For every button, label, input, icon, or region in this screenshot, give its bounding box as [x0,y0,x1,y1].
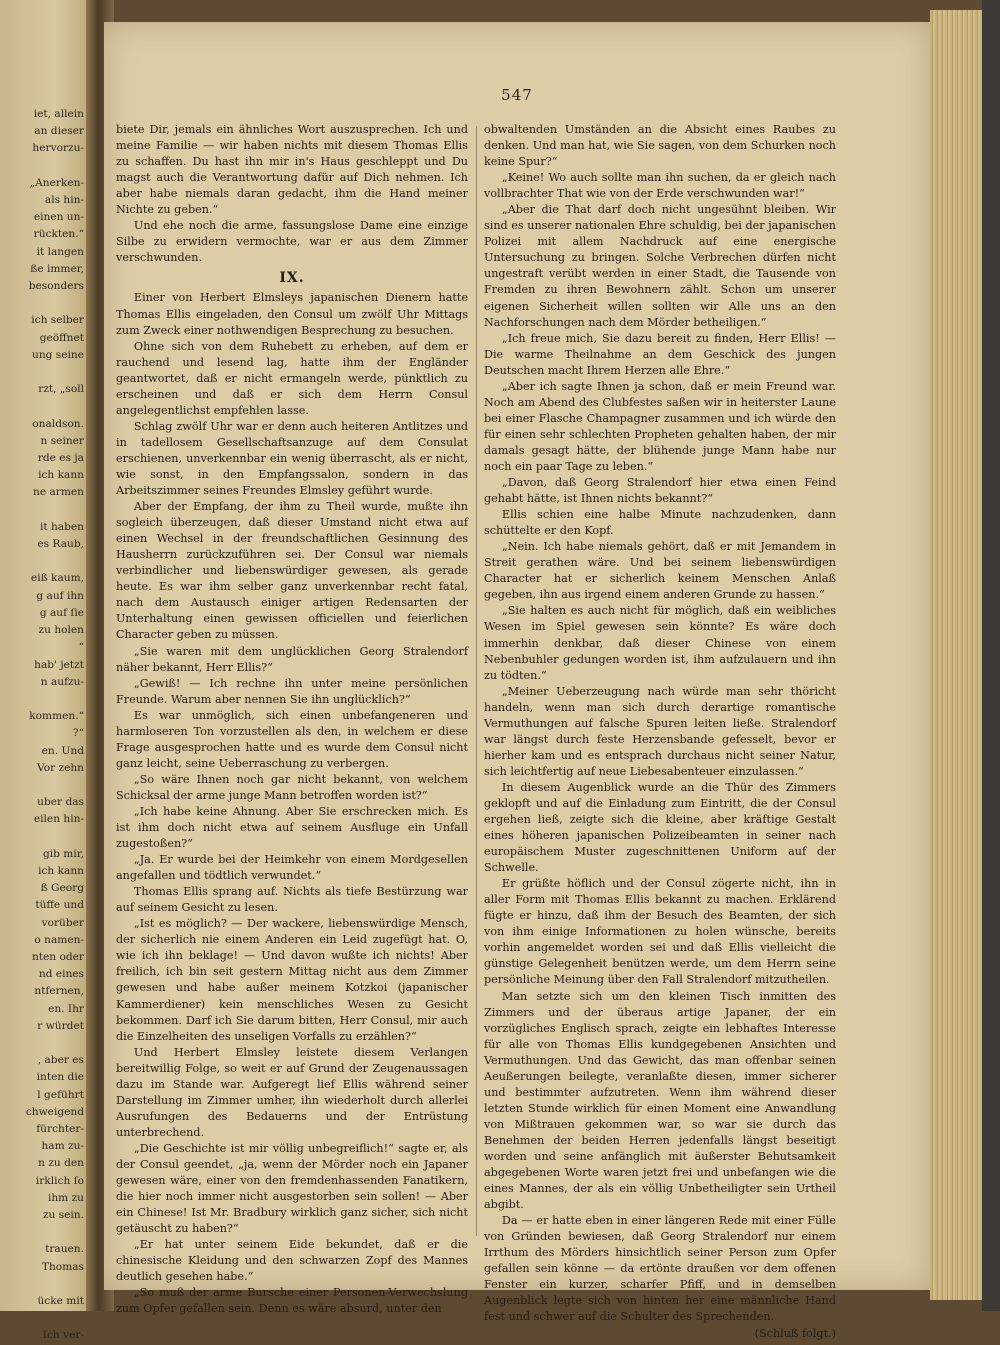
book-cover-edge [982,0,1000,1311]
left-page-line: ham zu- [41,1140,84,1153]
left-page-line: ihm zu [47,1191,84,1204]
left-page-line: n seiner [40,434,84,447]
paragraph: Thomas Ellis sprang auf. Nichts als tiefe Bestürzung war auf seinem Gesicht zu lesen. [116,885,468,915]
column-left [116,122,468,1317]
paragraph: Und Herbert Elmsley leistete diesem Verlangen bereitwillig Folge, so weit er auf Grund der Zeugenaussagen dazu im Stande war. Aufgeregt lief Ellis während seiner Darstellung im Zimmer umher, ihn wiederholt durch allerlei Ausrufungen des Bedauerns und der Entrüstung unterbrechend. [116,1045,468,1139]
book-page [104,22,930,1340]
left-page-line [2,777,84,794]
left-page-line: ntfernen, [34,985,84,998]
left-page-line [2,691,84,708]
paragraph: „Ja. Er wurde bei der Heimkehr von einem Mordgesellen angefallen und tödtlich verwundet.“ [116,853,468,883]
left-page-line: ich selber [31,314,84,327]
paragraph: „Sie waren mit dem unglücklichen Georg Stralendorf näher bekannt, Herr Ellis?“ [116,644,468,674]
left-page-line: rzt, „soll [38,383,84,396]
left-page-line: zu sein. [42,1209,84,1221]
left-page-line: eiß kaum, [30,572,84,585]
left-page-line: eilen hin- [33,813,84,826]
left-page-line: vorüber [41,916,84,929]
left-page-line: Ich ver- [42,1329,84,1342]
left-page-line: es Raub, [37,538,84,551]
paragraph: „Ich freue mich, Sie dazu bereit zu finden, Herr Ellis! — Die warme Theilnahme an dem Geschick des jungen Deutschen macht Ihrem Herzen alle Ehre.“ [484,331,836,377]
left-page-line: ß Georg [40,882,84,895]
paragraph: Man setzte sich um den kleinen Tisch inmitten des Zimmers und der überaus artige Japaner, der ein vorzügliches Englisch sprach, zeigte ein lebhaftes Interesse für alle von Thomas Ellis kundgegebenen Ansichten und Vermuthungen. Und das Gewicht, das man offenbar seinen Aeußerungen beilegte, veranlaßte diesen, immer sicherer und bestimmter aufzutreten. Wenn ihm während dieser letzten Stunde wirklich für einen Moment eine Anwandlung von Mißtrauen gekommen war, so war sie durch das Benehmen der beiden Herren jedenfalls längst beseitigt worden und seine anfänglich mit äußerster Behutsamkeit abgegebenen Worte waren jetzt frei und unbefangen wie die eines Mannes, der als ein völlig Unbetheiligter sein Urtheil abgibt. [484,989,836,1212]
column-right [484,122,836,1342]
left-page-line [2,829,84,846]
left-page-line: n aufzu- [40,675,84,688]
left-page-line: irklich ſo [35,1174,84,1187]
left-page-line [2,158,84,175]
paragraph: „Ist es möglich? — Der wackere, liebenswürdige Mensch, der sicherlich nie einem Anderen ein Leid zugefügt hat. O, wie ich ihn beklage! — Und davon wußte ich nichts! Aber freilich, ich bin seit gestern Mittag nicht aus dem Zimmer gewesen und habe außer meinem Kotzkoi (japanischer Kammerdiener) kein menschliches Wesen zu Gesicht bekommen. Darf ich Sie darum bitten, Herr Consul, mir auch die Einzelheiten des unseligen Vorfalls zu erzählen?“ [116,917,468,1043]
paragraph: „Aber ich sagte Ihnen ja schon, daß er mein Freund war. Noch am Abend des Clubfestes saßen wir in heiterster Laune bei einer Flasche Champagner zusammen und ich würde den für einen sehr schlechten Propheten gehalten haben, der mir damals gesagt hätte, der blühende junge Mann habe nur noch ein paar Tage zu leben.“ [484,379,836,473]
left-page-line: ich kann [38,864,84,877]
paragraph: „Die Geschichte ist mir völlig unbegreiflich!“ sagte er, als der Consul geendet, „ja, wenn der Mörder noch ein Japaner gewesen wäre, einer von den fremdenhassenden Fanatikern, die hier noch immer nicht ausgestorben sein sollen! — Aber ein Chinese! Ist Mr. Bradbury wirklich ganz sicher, sich nicht getäuscht zu haben?“ [116,1141,468,1236]
left-page-line: Thomas [41,1260,84,1273]
left-page-line: hervorzu- [32,142,84,155]
left-page [0,0,92,1342]
left-page-line: uber das [37,796,84,809]
paragraph: „Er hat unter seinem Eide bekundet, daß er die chinesische Kleidung und den schwarzen Zopf des Mannes deutlich gesehen habe.“ [116,1238,468,1284]
left-page-line: nten oder [31,950,84,963]
paragraph: Einer von Herbert Elmsleys japanischen Dienern hatte Thomas Ellis eingeladen, den Consul um zwölf Uhr Mittags zum Zweck einer nothwendigen Besprechung zu besuchen. [116,291,468,337]
paragraph: „Aber die That darf doch nicht ungesühnt bleiben. Wir sind es unserer nationalen Ehre schuldig, bei der japanischen Polizei mit allem Nachdruck auf eine energische Untersuchung zu bringen. Solche Verbrechen dürfen nicht ungestraft verübt werden in einer Stadt, die Tausende von Fremden zu ihren Bewohnern zählt. Schon um unserer eigenen Sicherheit willen sollten wir Alle uns an den Nachforschungen nach dem Mörder betheiligen.“ [484,203,836,329]
paragraph: „Davon, daß Georg Stralendorf hier etwa einen Feind gehabt hätte, ist Ihnen nichts bekannt?“ [484,476,836,506]
paragraph: Ohne sich von dem Ruhebett zu erheben, auf dem er rauchend und lesend lag, hatte ihm der Engländer geantwortet, daß er nicht ermangeln werde, pünktlich zu erscheinen und daß er sich dem Herrn Consul angelegentlichst empfehlen lasse. [116,339,468,417]
paragraph: In diesem Augenblick wurde an die Thür des Zimmers geklopft und auf die Einladung zum Eintritt, die der Consul ergehen ließ, zeigte sich die kleine, aber kräftige Gestalt eines höheren japanischen Polizeibeamten in seiner nach europäischem Muster zugeschnittenen Uniform auf der Schwelle. [484,780,836,875]
left-page-line: als hin- [44,194,84,207]
left-page-line: ung seine [32,348,84,361]
paragraph: Da — er hatte eben in einer längeren Rede mit einer Fülle von Gründen bewiesen, daß Georg Stralendorf nur einem Irrthum des Mörders hinsichtlich seiner Person zum Opfer gefallen sein könne — da ertönte draußen vor dem offenen Fenster ein kurzer, scharfer Pfiff, und in demselben Augenblick legte sich von hinten her eine männliche Hand fest und schwer auf die Schulter des Sprechenden. [484,1214,836,1324]
paragraph: „Nein. Ich habe niemals gehört, daß er mit Jemandem in Streit gerathen wäre. Und bei seinem liebenswürdigen Character hat er sicherlich keinem Menschen Anlaß gegeben, ihn aus irgend einem anderen Grunde zu hassen.“ [484,540,836,602]
paragraph: Es war unmöglich, sich einen unbefangeneren und harmloseren Ton vorzustellen als den, in welchem er diese Frage ausgesprochen hatte und es wurde dem Consul nicht ganz leicht, seine Ueberraschung zu verbergen. [116,708,468,770]
left-page-line: zu holen [38,624,84,637]
left-page-line: “ [78,641,84,654]
left-page-line: hab' jetzt [34,658,84,671]
left-page-line: an dieser [34,125,84,138]
left-page-line: einen un- [33,211,84,224]
left-page-line: fürchter- [36,1122,84,1135]
left-page-line: ?“ [72,727,84,740]
left-page-line: ücke mit [37,1295,84,1308]
left-page-line [2,364,84,381]
left-page-line: gib mir, [42,847,84,860]
left-page-line: ne armen [33,486,84,499]
left-page-line: g auf ſie [39,606,84,619]
paragraph: „Ich habe keine Ahnung. Aber Sie erschrecken mich. Es ist ihm doch nicht etwa auf seinem Ausfluge ein Unfall zugestoßen?“ [116,804,468,851]
left-page-line: rückten.“ [33,228,84,241]
left-page-line: l geführt [37,1088,84,1101]
chapter-heading: IX. [279,270,305,287]
page-number: 547 [501,86,533,104]
page-edges [930,10,982,1300]
left-page-line [2,1224,84,1241]
left-page-line: Vor zehn [37,761,84,774]
left-page-line: kommen.“ [29,710,84,723]
left-page-line: besonders [28,280,84,293]
left-page-line [2,398,84,415]
paragraph: „So wäre Ihnen noch gar nicht bekannt, von welchem Schicksal der arme junge Mann betroffen worden ist?“ [116,772,468,802]
left-page-line: it haben [39,520,84,533]
left-page-line: onaldson. [32,417,84,430]
paragraph: Und ehe noch die arme, fassungslose Dame eine einzige Silbe zu erwidern vermochte, war er aus dem Zimmer verschwunden. [116,219,468,265]
left-page-line [2,1310,84,1327]
paragraph: biete Dir, jemals ein ähnliches Wort auszusprechen. Ich und meine Familie — wir haben nichts mit diesem Thomas Ellis zu schaffen. Du hast ihn mir in's Haus geschleppt und Du magst auch die Verantwortung dafür auf Dich nehmen. Ich aber habe niemals daran gedacht, ihm die Hand meiner Nichte zu geben.“ [116,123,468,217]
left-page-line: rde es ja [37,452,84,465]
left-page-line: ich kann [38,469,84,482]
paragraph: Aber der Empfang, der ihm zu Theil wurde, mußte ihn sogleich überzeugen, daß dieser Umstand nicht etwa auf einen Wechsel in der freundschaftlichen Gesinnung des Hausherrn zurückzuführen sei. Der Consul war niemals verbindlicher und liebenswürdiger gewesen, als gerade heute. Es war ihm selber ganz unverkennbar recht fatal, nach dem Austausch einiger artigen Redensarten der Unterhaltung einen gewissen officiellen und feierlichen Character geben zu müssen. [116,500,468,642]
left-page-line: trauen. [45,1243,84,1256]
left-page-line: en. Und [41,744,84,757]
paragraph: „So muß der arme Bursche einer Personen-Verwechslung zum Opfer gefallen sein. Denn es wäre absurd, unter den [116,1286,468,1316]
left-page-line [2,1035,84,1052]
left-page-line [2,553,84,570]
left-page-text-fragments [2,106,84,1345]
paragraph: obwaltenden Umständen an die Absicht eines Raubes zu denken. Und man hat, wie Sie sagen, von dem Schurken noch keine Spur?“ [484,123,836,169]
left-page-line: ße immer, [30,262,84,275]
left-page-line: tüffe und [35,899,84,912]
left-page-line: nd eines [38,968,84,981]
left-page-line: n zu den [38,1157,84,1170]
paragraph: Schlag zwölf Uhr war er denn auch heiteren Antlitzes und in tadellosem Gesellschaftsanzuge auf dem Consulat erschienen, unverkennbar ein wenig überrascht, als er nicht, wie sonst, in den Empfangssalon, sondern in das Arbeitszimmer seines Freundes Elmsley geführt wurde. [116,419,468,498]
left-page-line: it langen [36,245,84,258]
paragraph: Er grüßte höflich und der Consul zögerte nicht, ihn in aller Form mit Thomas Ellis bekannt zu machen. Erklärend fügte er hinzu, daß ihm der Besuch des Beamten, der sich von ihm einige Informationen zu holen wünsche, bereits vorhin angemeldet worden sei und daß Ellis vielleicht die günstige Gelegenheit benützen werde, um dem Herrn seine persönliche Meinung über den Fall Stralendorf mitzutheilen. [484,877,836,987]
left-page-line: en. Ihr [48,1002,84,1015]
left-page-line: g auf ihn [36,589,84,602]
left-page-line: r würdet [37,1019,84,1032]
paragraph: „Gewiß! — Ich rechne ihn unter meine persönlichen Freunde. Warum aber nennen Sie ihn unglücklich?“ [116,676,468,706]
left-page-line: „Anerken- [29,176,84,189]
left-page-line: o namen- [34,933,84,946]
paragraph: „Meiner Ueberzeugung nach würde man sehr thöricht handeln, wenn man sich durch derartige romantische Vermuthungen auf falsche Spuren leiten ließe. Stralendorf war längst durch feste Herzensbande gefesselt, bevor er hierher kam und es entsprach durchaus nicht seiner Natur, sich leichtfertig auf neue Liebesabenteuer einzulassen.“ [484,684,836,778]
left-page-line: iet, allein [33,108,84,120]
left-page-line: geöffnet [39,331,84,344]
paragraph: „Sie halten es auch nicht für möglich, daß ein weibliches Wesen im Spiel gewesen sein könnte? Es wäre doch immerhin denkbar, daß dieser Chinese von einem Nebenbuhler gedungen worden ist, ihm aufzulauern und ihn zu tödten.“ [484,604,836,682]
left-page-line: chweigend [25,1105,84,1118]
column-divider [476,126,477,1236]
left-page-line [2,502,84,519]
continuation-note: (Schluß folgt.) [754,1326,836,1340]
left-page-line [2,295,84,312]
left-page-line [2,1276,84,1293]
left-page-line: , aber es [37,1054,84,1067]
paragraph: „Keine! Wo auch sollte man ihn suchen, da er gleich nach vollbrachter That wie von der Erde verschwunden war!“ [484,171,836,201]
left-page-line: inten die [36,1071,84,1084]
paragraph: Ellis schien eine halbe Minute nachzudenken, dann schüttelte er den Kopf. [484,508,836,538]
